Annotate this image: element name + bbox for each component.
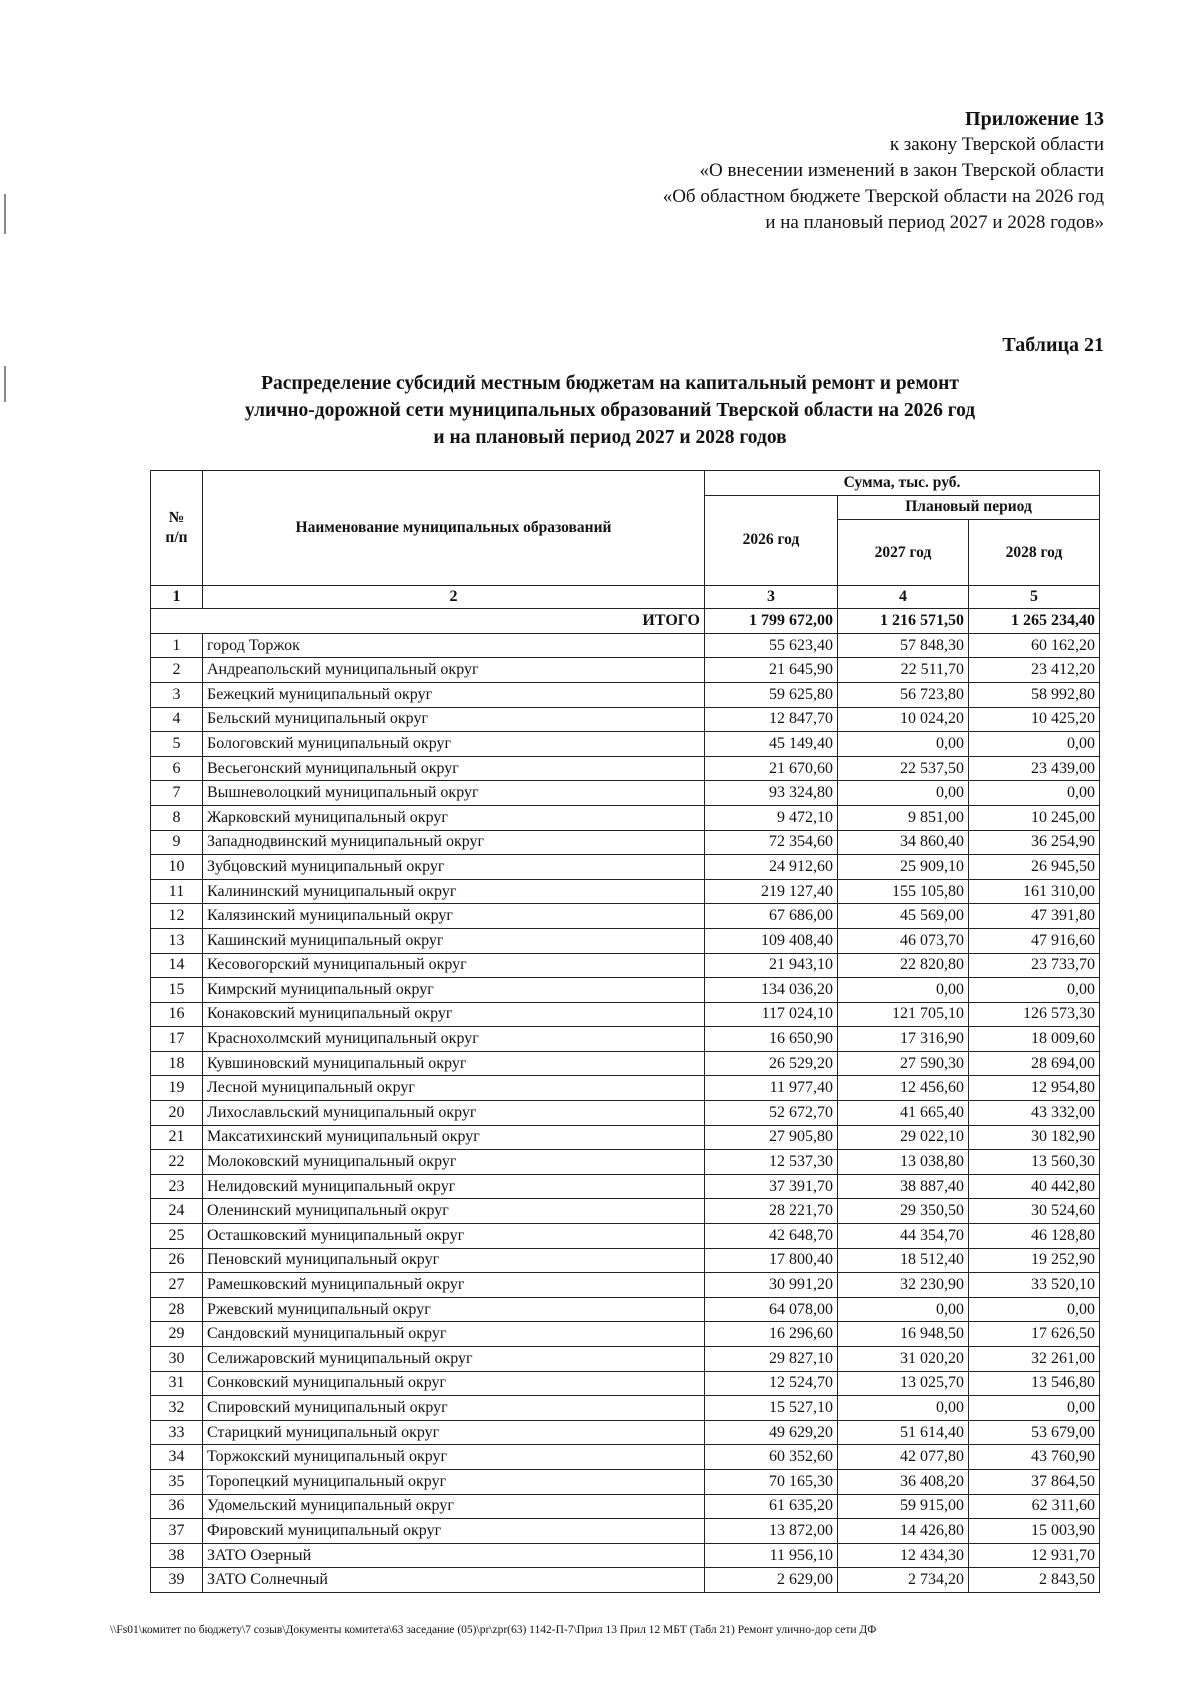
row-number: 24 bbox=[151, 1199, 203, 1224]
amount-2028: 53 679,00 bbox=[969, 1420, 1100, 1445]
row-number: 4 bbox=[151, 707, 203, 732]
table-row bbox=[151, 707, 1100, 732]
municipality-name: Оленинский муниципальный округ bbox=[203, 1199, 705, 1224]
appendix-title: Приложение 13 bbox=[965, 108, 1104, 130]
municipality-name: Калязинский муниципальный округ bbox=[203, 904, 705, 929]
amount-2028: 0,00 bbox=[969, 978, 1100, 1003]
col-header-number bbox=[151, 471, 203, 586]
amount-2026: 49 629,20 bbox=[705, 1420, 838, 1445]
amount-2026: 29 827,10 bbox=[705, 1347, 838, 1372]
amount-2027: 16 948,50 bbox=[838, 1322, 969, 1347]
amount-2027: 12 456,60 bbox=[838, 1076, 969, 1101]
amount-2027: 36 408,20 bbox=[838, 1469, 969, 1494]
appendix-line-1: к закону Тверской области bbox=[889, 134, 1104, 155]
amount-2028: 30 524,60 bbox=[969, 1199, 1100, 1224]
municipality-name: Весьегонский муниципальный округ bbox=[203, 756, 705, 781]
table-row bbox=[151, 1101, 1100, 1126]
amount-2027: 29 350,50 bbox=[838, 1199, 969, 1224]
table-row bbox=[151, 879, 1100, 904]
table-row bbox=[151, 928, 1100, 953]
municipality-name: Торжокский муниципальный округ bbox=[203, 1445, 705, 1470]
amount-2028: 0,00 bbox=[969, 1297, 1100, 1322]
amount-2028: 28 694,00 bbox=[969, 1051, 1100, 1076]
row-number: 21 bbox=[151, 1125, 203, 1150]
amount-2028: 15 003,90 bbox=[969, 1519, 1100, 1544]
amount-2026: 24 912,60 bbox=[705, 855, 838, 880]
row-number: 8 bbox=[151, 805, 203, 830]
table-row bbox=[151, 1396, 1100, 1421]
amount-2027: 0,00 bbox=[838, 781, 969, 806]
col-header-2026: 2026 год bbox=[705, 495, 838, 586]
row-number: 26 bbox=[151, 1248, 203, 1273]
row-number: 32 bbox=[151, 1396, 203, 1421]
amount-2028: 23 733,70 bbox=[969, 953, 1100, 978]
row-number: 39 bbox=[151, 1568, 203, 1593]
municipality-name: Рамешковский муниципальный округ bbox=[203, 1273, 705, 1298]
municipality-name: Кашинский муниципальный округ bbox=[203, 928, 705, 953]
amount-2026: 16 296,60 bbox=[705, 1322, 838, 1347]
table-row bbox=[151, 1150, 1100, 1175]
table-row bbox=[151, 1445, 1100, 1470]
amount-2028: 43 760,90 bbox=[969, 1445, 1100, 1470]
municipality-name: Кесовогорский муниципальный округ bbox=[203, 953, 705, 978]
column-number: 2 bbox=[203, 586, 705, 609]
amount-2027: 10 024,20 bbox=[838, 707, 969, 732]
amount-2026: 2 629,00 bbox=[705, 1568, 838, 1593]
table-row bbox=[151, 904, 1100, 929]
municipality-name: Удомельский муниципальный округ bbox=[203, 1494, 705, 1519]
municipality-name: Зубцовский муниципальный округ bbox=[203, 855, 705, 880]
amount-2026: 16 650,90 bbox=[705, 1027, 838, 1052]
row-number: 19 bbox=[151, 1076, 203, 1101]
amount-2027: 13 025,70 bbox=[838, 1371, 969, 1396]
amount-2027: 32 230,90 bbox=[838, 1273, 969, 1298]
amount-2028: 2 843,50 bbox=[969, 1568, 1100, 1593]
row-number: 27 bbox=[151, 1273, 203, 1298]
amount-2028: 23 439,00 bbox=[969, 756, 1100, 781]
total-2026: 1 799 672,00 bbox=[705, 609, 838, 634]
row-number: 5 bbox=[151, 732, 203, 757]
row-number: 14 bbox=[151, 953, 203, 978]
table-row bbox=[151, 1568, 1100, 1593]
amount-2026: 52 672,70 bbox=[705, 1101, 838, 1126]
municipality-name: Осташковский муниципальный округ bbox=[203, 1224, 705, 1249]
amount-2027: 42 077,80 bbox=[838, 1445, 969, 1470]
amount-2028: 17 626,50 bbox=[969, 1322, 1100, 1347]
municipality-name: ЗАТО Озерный bbox=[203, 1543, 705, 1568]
col-header-2028: 2028 год bbox=[969, 520, 1100, 586]
amount-2026: 27 905,80 bbox=[705, 1125, 838, 1150]
amount-2026: 42 648,70 bbox=[705, 1224, 838, 1249]
amount-2028: 33 520,10 bbox=[969, 1273, 1100, 1298]
amount-2028: 12 954,80 bbox=[969, 1076, 1100, 1101]
amount-2026: 45 149,40 bbox=[705, 732, 838, 757]
amount-2028: 40 442,80 bbox=[969, 1174, 1100, 1199]
amount-2026: 60 352,60 bbox=[705, 1445, 838, 1470]
municipality-name: Сандовский муниципальный округ bbox=[203, 1322, 705, 1347]
amount-2028: 12 931,70 bbox=[969, 1543, 1100, 1568]
municipality-name: Максатихинский муниципальный округ bbox=[203, 1125, 705, 1150]
amount-2028: 0,00 bbox=[969, 1396, 1100, 1421]
amount-2027: 34 860,40 bbox=[838, 830, 969, 855]
col-header-number-text: № п/п bbox=[165, 509, 188, 547]
col-header-sum: Сумма, тыс. руб. bbox=[705, 471, 1100, 496]
municipality-name: Кимрский муниципальный округ bbox=[203, 978, 705, 1003]
amount-2026: 12 847,70 bbox=[705, 707, 838, 732]
amount-2027: 0,00 bbox=[838, 1396, 969, 1421]
col-header-name: Наименование муниципальных образований bbox=[203, 471, 705, 586]
municipality-name: Селижаровский муниципальный округ bbox=[203, 1347, 705, 1372]
amount-2027: 46 073,70 bbox=[838, 928, 969, 953]
row-number: 17 bbox=[151, 1027, 203, 1052]
total-2028: 1 265 234,40 bbox=[969, 609, 1100, 634]
table-row bbox=[151, 1469, 1100, 1494]
municipality-name: Бологовский муниципальный округ bbox=[203, 732, 705, 757]
column-number: 1 bbox=[151, 586, 203, 609]
row-number: 30 bbox=[151, 1347, 203, 1372]
table-row bbox=[151, 1076, 1100, 1101]
amount-2026: 72 354,60 bbox=[705, 830, 838, 855]
amount-2026: 12 524,70 bbox=[705, 1371, 838, 1396]
table-row bbox=[151, 1051, 1100, 1076]
amount-2027: 155 105,80 bbox=[838, 879, 969, 904]
row-number: 15 bbox=[151, 978, 203, 1003]
amount-2027: 45 569,00 bbox=[838, 904, 969, 929]
table-row bbox=[151, 658, 1100, 683]
amount-2028: 126 573,30 bbox=[969, 1002, 1100, 1027]
table-row bbox=[151, 732, 1100, 757]
amount-2028: 0,00 bbox=[969, 781, 1100, 806]
amount-2026: 67 686,00 bbox=[705, 904, 838, 929]
table-row bbox=[151, 1199, 1100, 1224]
municipality-name: Пеновский муниципальный округ bbox=[203, 1248, 705, 1273]
table-row bbox=[151, 1297, 1100, 1322]
amount-2027: 14 426,80 bbox=[838, 1519, 969, 1544]
total-row bbox=[151, 609, 1100, 634]
subsidy-table-wrapper bbox=[150, 470, 1100, 1593]
row-number: 36 bbox=[151, 1494, 203, 1519]
amount-2026: 17 800,40 bbox=[705, 1248, 838, 1273]
amount-2026: 11 977,40 bbox=[705, 1076, 838, 1101]
municipality-name: Бельский муниципальный округ bbox=[203, 707, 705, 732]
municipality-name: Нелидовский муниципальный округ bbox=[203, 1174, 705, 1199]
amount-2027: 51 614,40 bbox=[838, 1420, 969, 1445]
row-number: 9 bbox=[151, 830, 203, 855]
amount-2028: 0,00 bbox=[969, 732, 1100, 757]
amount-2028: 46 128,80 bbox=[969, 1224, 1100, 1249]
table-row bbox=[151, 1027, 1100, 1052]
amount-2028: 10 245,00 bbox=[969, 805, 1100, 830]
amount-2028: 62 311,60 bbox=[969, 1494, 1100, 1519]
column-numbers-row bbox=[151, 586, 1100, 609]
municipality-name: Молоковский муниципальный округ bbox=[203, 1150, 705, 1175]
col-header-2027: 2027 год bbox=[838, 520, 969, 586]
amount-2026: 12 537,30 bbox=[705, 1150, 838, 1175]
amount-2027: 25 909,10 bbox=[838, 855, 969, 880]
municipality-name: Лесной муниципальный округ bbox=[203, 1076, 705, 1101]
table-row bbox=[151, 830, 1100, 855]
amount-2026: 21 670,60 bbox=[705, 756, 838, 781]
amount-2026: 109 408,40 bbox=[705, 928, 838, 953]
amount-2027: 41 665,40 bbox=[838, 1101, 969, 1126]
table-row bbox=[151, 1494, 1100, 1519]
row-number: 29 bbox=[151, 1322, 203, 1347]
table-row bbox=[151, 1002, 1100, 1027]
municipality-name: Калининский муниципальный округ bbox=[203, 879, 705, 904]
municipality-name: Западнодвинский муниципальный округ bbox=[203, 830, 705, 855]
table-row bbox=[151, 1273, 1100, 1298]
amount-2027: 12 434,30 bbox=[838, 1543, 969, 1568]
table-row bbox=[151, 1174, 1100, 1199]
municipality-name: Сонковский муниципальный округ bbox=[203, 1371, 705, 1396]
row-number: 23 bbox=[151, 1174, 203, 1199]
municipality-name: ЗАТО Солнечный bbox=[203, 1568, 705, 1593]
municipality-name: Конаковский муниципальный округ bbox=[203, 1002, 705, 1027]
title-line-2: улично-дорожной сети муниципальных образований Тверской области на 2026 год bbox=[244, 400, 976, 421]
title-line-1: Распределение субсидий местным бюджетам на капитальный ремонт и ремонт bbox=[261, 373, 959, 394]
amount-2028: 47 916,60 bbox=[969, 928, 1100, 953]
amount-2028: 30 182,90 bbox=[969, 1125, 1100, 1150]
amount-2028: 36 254,90 bbox=[969, 830, 1100, 855]
amount-2028: 26 945,50 bbox=[969, 855, 1100, 880]
amount-2027: 121 705,10 bbox=[838, 1002, 969, 1027]
row-number: 33 bbox=[151, 1420, 203, 1445]
table-row bbox=[151, 682, 1100, 707]
municipality-name: Бежецкий муниципальный округ bbox=[203, 682, 705, 707]
row-number: 16 bbox=[151, 1002, 203, 1027]
amount-2027: 22 537,50 bbox=[838, 756, 969, 781]
row-number: 34 bbox=[151, 1445, 203, 1470]
amount-2026: 37 391,70 bbox=[705, 1174, 838, 1199]
amount-2026: 9 472,10 bbox=[705, 805, 838, 830]
municipality-name: Лихославльский муниципальный округ bbox=[203, 1101, 705, 1126]
table-row bbox=[151, 1125, 1100, 1150]
amount-2028: 161 310,00 bbox=[969, 879, 1100, 904]
amount-2026: 21 645,90 bbox=[705, 658, 838, 683]
row-number: 13 bbox=[151, 928, 203, 953]
amount-2026: 15 527,10 bbox=[705, 1396, 838, 1421]
amount-2026: 61 635,20 bbox=[705, 1494, 838, 1519]
row-number: 35 bbox=[151, 1469, 203, 1494]
table-row bbox=[151, 633, 1100, 658]
table-row bbox=[151, 978, 1100, 1003]
col-header-plan-period: Плановый период bbox=[838, 495, 1100, 520]
municipality-name: Андреапольский муниципальный округ bbox=[203, 658, 705, 683]
title-line-3: и на плановый период 2027 и 2028 годов bbox=[433, 427, 787, 448]
row-number: 22 bbox=[151, 1150, 203, 1175]
amount-2026: 93 324,80 bbox=[705, 781, 838, 806]
amount-2026: 55 623,40 bbox=[705, 633, 838, 658]
amount-2028: 10 425,20 bbox=[969, 707, 1100, 732]
amount-2028: 43 332,00 bbox=[969, 1101, 1100, 1126]
amount-2027: 0,00 bbox=[838, 1297, 969, 1322]
table-row bbox=[151, 1248, 1100, 1273]
municipality-name: Вышневолоцкий муниципальный округ bbox=[203, 781, 705, 806]
row-number: 3 bbox=[151, 682, 203, 707]
amount-2026: 30 991,20 bbox=[705, 1273, 838, 1298]
amount-2026: 13 872,00 bbox=[705, 1519, 838, 1544]
table-row bbox=[151, 855, 1100, 880]
table-body bbox=[151, 586, 1100, 1593]
amount-2027: 22 511,70 bbox=[838, 658, 969, 683]
amount-2027: 9 851,00 bbox=[838, 805, 969, 830]
table-row bbox=[151, 781, 1100, 806]
table-row bbox=[151, 1347, 1100, 1372]
table-row bbox=[151, 756, 1100, 781]
municipality-name: Старицкий муниципальный округ bbox=[203, 1420, 705, 1445]
table-row bbox=[151, 1224, 1100, 1249]
amount-2027: 22 820,80 bbox=[838, 953, 969, 978]
amount-2027: 44 354,70 bbox=[838, 1224, 969, 1249]
amount-2027: 31 020,20 bbox=[838, 1347, 969, 1372]
row-number: 18 bbox=[151, 1051, 203, 1076]
amount-2026: 26 529,20 bbox=[705, 1051, 838, 1076]
amount-2027: 0,00 bbox=[838, 732, 969, 757]
amount-2028: 23 412,20 bbox=[969, 658, 1100, 683]
column-number: 5 bbox=[969, 586, 1100, 609]
column-number: 4 bbox=[838, 586, 969, 609]
amount-2028: 13 560,30 bbox=[969, 1150, 1100, 1175]
scan-artifact-mark bbox=[4, 194, 6, 234]
amount-2027: 18 512,40 bbox=[838, 1248, 969, 1273]
scan-artifact-mark bbox=[4, 366, 6, 402]
amount-2028: 32 261,00 bbox=[969, 1347, 1100, 1372]
table-row bbox=[151, 953, 1100, 978]
row-number: 2 bbox=[151, 658, 203, 683]
municipality-name: Торопецкий муниципальный округ bbox=[203, 1469, 705, 1494]
amount-2028: 60 162,20 bbox=[969, 633, 1100, 658]
subsidy-table bbox=[150, 470, 1100, 1593]
amount-2028: 37 864,50 bbox=[969, 1469, 1100, 1494]
amount-2027: 57 848,30 bbox=[838, 633, 969, 658]
file-path-footer: \\Fs01\комитет по бюджету\7 созыв\Документы комитета\63 заседание (05)\pr\zpr(63) 1142-П-7\Прил 13 Прил 12 МБТ (Табл 21) Ремонт улично-дор сети ДФ bbox=[110, 1624, 877, 1636]
amount-2028: 13 546,80 bbox=[969, 1371, 1100, 1396]
municipality-name: Кувшиновский муниципальный округ bbox=[203, 1051, 705, 1076]
amount-2027: 2 734,20 bbox=[838, 1568, 969, 1593]
table-number: Таблица 21 bbox=[1002, 334, 1104, 356]
amount-2027: 29 022,10 bbox=[838, 1125, 969, 1150]
amount-2028: 58 992,80 bbox=[969, 682, 1100, 707]
document-title bbox=[210, 370, 1010, 451]
amount-2026: 28 221,70 bbox=[705, 1199, 838, 1224]
amount-2027: 59 915,00 bbox=[838, 1494, 969, 1519]
appendix-header bbox=[663, 106, 1104, 236]
municipality-name: Жарковский муниципальный округ bbox=[203, 805, 705, 830]
amount-2026: 134 036,20 bbox=[705, 978, 838, 1003]
row-number: 6 bbox=[151, 756, 203, 781]
table-row bbox=[151, 1371, 1100, 1396]
row-number: 25 bbox=[151, 1224, 203, 1249]
table-row bbox=[151, 1420, 1100, 1445]
amount-2026: 11 956,10 bbox=[705, 1543, 838, 1568]
amount-2026: 117 024,10 bbox=[705, 1002, 838, 1027]
row-number: 12 bbox=[151, 904, 203, 929]
appendix-line-2: «О внесении изменений в закон Тверской области bbox=[699, 160, 1104, 181]
municipality-name: город Торжок bbox=[203, 633, 705, 658]
column-number: 3 bbox=[705, 586, 838, 609]
amount-2027: 0,00 bbox=[838, 978, 969, 1003]
appendix-line-4: и на плановый период 2027 и 2028 годов» bbox=[765, 212, 1104, 233]
row-number: 28 bbox=[151, 1297, 203, 1322]
row-number: 10 bbox=[151, 855, 203, 880]
amount-2027: 56 723,80 bbox=[838, 682, 969, 707]
row-number: 11 bbox=[151, 879, 203, 904]
amount-2027: 13 038,80 bbox=[838, 1150, 969, 1175]
row-number: 1 bbox=[151, 633, 203, 658]
row-number: 37 bbox=[151, 1519, 203, 1544]
amount-2027: 27 590,30 bbox=[838, 1051, 969, 1076]
table-row bbox=[151, 1322, 1100, 1347]
amount-2026: 219 127,40 bbox=[705, 879, 838, 904]
amount-2026: 64 078,00 bbox=[705, 1297, 838, 1322]
amount-2028: 19 252,90 bbox=[969, 1248, 1100, 1273]
table-row bbox=[151, 1519, 1100, 1544]
municipality-name: Краснохолмский муниципальный округ bbox=[203, 1027, 705, 1052]
amount-2027: 38 887,40 bbox=[838, 1174, 969, 1199]
row-number: 38 bbox=[151, 1543, 203, 1568]
amount-2026: 21 943,10 bbox=[705, 953, 838, 978]
municipality-name: Фировский муниципальный округ bbox=[203, 1519, 705, 1544]
row-number: 31 bbox=[151, 1371, 203, 1396]
amount-2028: 47 391,80 bbox=[969, 904, 1100, 929]
amount-2026: 70 165,30 bbox=[705, 1469, 838, 1494]
total-label: ИТОГО bbox=[151, 609, 705, 634]
municipality-name: Ржевский муниципальный округ bbox=[203, 1297, 705, 1322]
municipality-name: Спировский муниципальный округ bbox=[203, 1396, 705, 1421]
table-row bbox=[151, 1543, 1100, 1568]
row-number: 20 bbox=[151, 1101, 203, 1126]
appendix-line-3: «Об областном бюджете Тверской области на 2026 год bbox=[662, 186, 1104, 207]
amount-2027: 17 316,90 bbox=[838, 1027, 969, 1052]
total-2027: 1 216 571,50 bbox=[838, 609, 969, 634]
row-number: 7 bbox=[151, 781, 203, 806]
table-row bbox=[151, 805, 1100, 830]
amount-2028: 18 009,60 bbox=[969, 1027, 1100, 1052]
amount-2026: 59 625,80 bbox=[705, 682, 838, 707]
